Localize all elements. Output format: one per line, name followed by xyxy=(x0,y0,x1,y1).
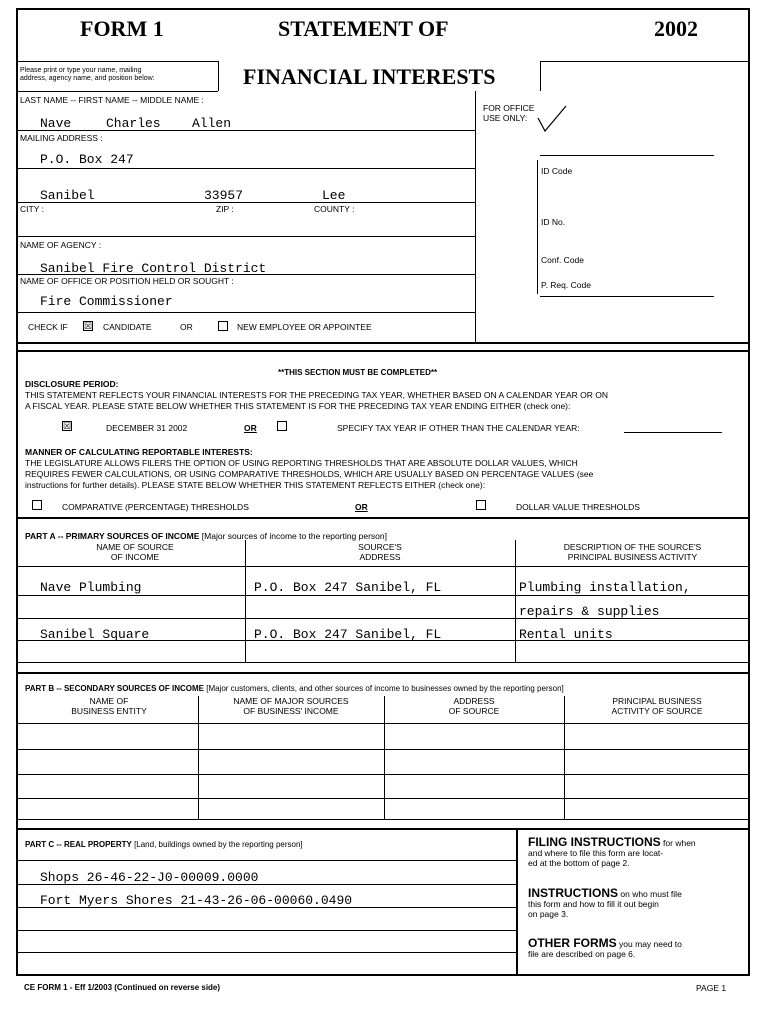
city-value: Sanibel xyxy=(40,188,95,203)
part-a-row3-name: Sanibel Square xyxy=(40,627,150,642)
county-label: COUNTY : xyxy=(314,204,355,214)
part-b-col-entity-header: NAME OF BUSINESS ENTITY xyxy=(71,696,147,716)
must-complete-notice: **THIS SECTION MUST BE COMPLETED** xyxy=(278,368,438,377)
specify-tax-year-checkbox[interactable] xyxy=(277,421,287,431)
comparative-checkbox[interactable] xyxy=(32,500,42,510)
check-or-label: OR xyxy=(180,322,193,332)
part-b-col-activity-header: PRINCIPAL BUSINESS ACTIVITY OF SOURCE xyxy=(611,696,703,716)
manner-or-label: OR xyxy=(355,502,368,512)
conf-code-label: Conf. Code xyxy=(541,255,584,265)
agency-label: NAME OF AGENCY : xyxy=(20,240,102,250)
disclosure-period-heading: DISCLOSURE PERIOD: xyxy=(25,379,119,389)
part-a-col-address-header: SOURCE'S ADDRESS xyxy=(358,542,402,562)
part-a-row1-name: Nave Plumbing xyxy=(40,580,142,595)
checkmark-icon xyxy=(536,104,572,136)
mailing-label: MAILING ADDRESS : xyxy=(20,133,103,143)
filing-instructions: FILING INSTRUCTIONS for when and where to file this form are locat- ed at the bottom of page 2. xyxy=(528,835,696,868)
disclosure-period-text: THIS STATEMENT REFLECTS YOUR FINANCIAL INTERESTS FOR THE PRECEDING TAX YEAR, WHETHER BASED ON A CALENDAR YEAR OR ON A FISCAL YEAR. PLEASE STATE BELOW WHETHER THIS STATEMENT IS FOR THE PRECEDING TAX YEAR ENDING EITHER (check one): xyxy=(25,390,608,411)
part-b-col-address-header: ADDRESS OF SOURCE xyxy=(448,696,500,716)
part-a-row2-desc: repairs & supplies xyxy=(519,604,660,619)
id-no-label: ID No. xyxy=(541,217,566,227)
comparative-label: COMPARATIVE (PERCENTAGE) THRESHOLDS xyxy=(62,502,249,512)
period-or-label: OR xyxy=(244,423,257,433)
part-a-title: PART A -- PRIMARY SOURCES OF INCOME [Major sources of income to the reporting person] xyxy=(25,531,387,541)
print-instruction: Please print or type your name, mailing address, agency name, and position below: xyxy=(20,67,155,82)
specify-tax-year-field[interactable] xyxy=(624,432,722,433)
county-value: Lee xyxy=(322,188,346,203)
city-label: CITY : xyxy=(20,204,44,214)
part-a-col-name-header: NAME OF SOURCE OF INCOME xyxy=(96,542,174,562)
new-employee-label: NEW EMPLOYEE OR APPOINTEE xyxy=(237,322,372,332)
name-last-value: Nave xyxy=(40,116,72,131)
part-c-row1: Shops 26-46-22-J0-00009.0000 xyxy=(40,870,259,885)
name-middle-value: Allen xyxy=(192,116,232,131)
manner-heading: MANNER OF CALCULATING REPORTABLE INTERESTS: xyxy=(25,447,253,457)
mailing-value: P.O. Box 247 xyxy=(40,152,134,167)
footer-form-id: CE FORM 1 - Eff 1/2003 (Continued on reverse side) xyxy=(24,983,221,992)
part-a-row1-address: P.O. Box 247 Sanibel, FL xyxy=(254,580,442,595)
part-c-title: PART C -- REAL PROPERTY [Land, buildings owned by the reporting person] xyxy=(25,840,303,849)
manner-text: THE LEGISLATURE ALLOWS FILERS THE OPTION OF USING REPORTING THRESHOLDS THAT ARE ABSOLUTE DOLLAR VALUES, WHICH REQUIRES FEWER CALCULATIONS, OR USING COMPARATIVE THRESHOLDS, WHICH ARE USUALLY BASED ON PERCENTAGE VALUES (see instructions for further details). PLEASE STATE BELOW WHETHER THIS STATEMENT REFLECTS EITHER (check one): xyxy=(25,458,594,490)
december-31-label: DECEMBER 31 2002 xyxy=(106,423,188,433)
form-year: 2002 xyxy=(654,16,698,41)
agency-value: Sanibel Fire Control District xyxy=(40,261,267,276)
form-title-line2: FINANCIAL INTERESTS xyxy=(243,64,496,89)
other-forms: OTHER FORMS you may need to file are described on page 6. xyxy=(528,936,682,959)
part-a-row3-address: P.O. Box 247 Sanibel, FL xyxy=(254,627,442,642)
dollar-value-checkbox[interactable] xyxy=(476,500,486,510)
part-a-row3-desc: Rental units xyxy=(519,627,613,642)
zip-label: ZIP : xyxy=(216,204,234,214)
name-label: LAST NAME -- FIRST NAME -- MIDDLE NAME : xyxy=(20,95,204,105)
footer-page-number: PAGE 1 xyxy=(696,983,727,993)
office-use-label: FOR OFFICE USE ONLY: xyxy=(483,103,535,123)
position-value: Fire Commissioner xyxy=(40,294,173,309)
position-label: NAME OF OFFICE OR POSITION HELD OR SOUGHT : xyxy=(20,276,234,286)
instructions-how-to: INSTRUCTIONS on who must file this form and how to fill it out begin on page 3. xyxy=(528,886,682,919)
dollar-value-label: DOLLAR VALUE THRESHOLDS xyxy=(516,502,640,512)
december-31-checkbox[interactable]: ☒ xyxy=(63,421,72,431)
name-first-value: Charles xyxy=(106,116,161,131)
id-code-label: ID Code xyxy=(541,166,573,176)
zip-value: 33957 xyxy=(204,188,244,203)
part-c-row2: Fort Myers Shores 21-43-26-06-00060.0490 xyxy=(40,893,353,908)
part-b-title: PART B -- SECONDARY SOURCES OF INCOME [Major customers, clients, and other sources of income to businesses owned by the reporting person] xyxy=(25,684,564,693)
candidate-checkbox[interactable]: ☒ xyxy=(84,321,93,331)
new-employee-checkbox[interactable] xyxy=(218,321,228,331)
part-a-col-desc-header: DESCRIPTION OF THE SOURCE'S PRINCIPAL BUSINESS ACTIVITY xyxy=(563,542,702,562)
p-req-code-label: P. Req. Code xyxy=(541,280,591,290)
form-number: FORM 1 xyxy=(80,16,164,41)
part-a-row1-desc: Plumbing installation, xyxy=(519,580,691,595)
form-title-line1: STATEMENT OF xyxy=(278,16,449,41)
check-if-label: CHECK IF xyxy=(28,322,68,332)
part-b-col-sources-header: NAME OF MAJOR SOURCES OF BUSINESS' INCOME xyxy=(233,696,349,716)
candidate-label: CANDIDATE xyxy=(103,322,152,332)
specify-tax-year-label: SPECIFY TAX YEAR IF OTHER THAN THE CALENDAR YEAR: xyxy=(337,423,580,433)
